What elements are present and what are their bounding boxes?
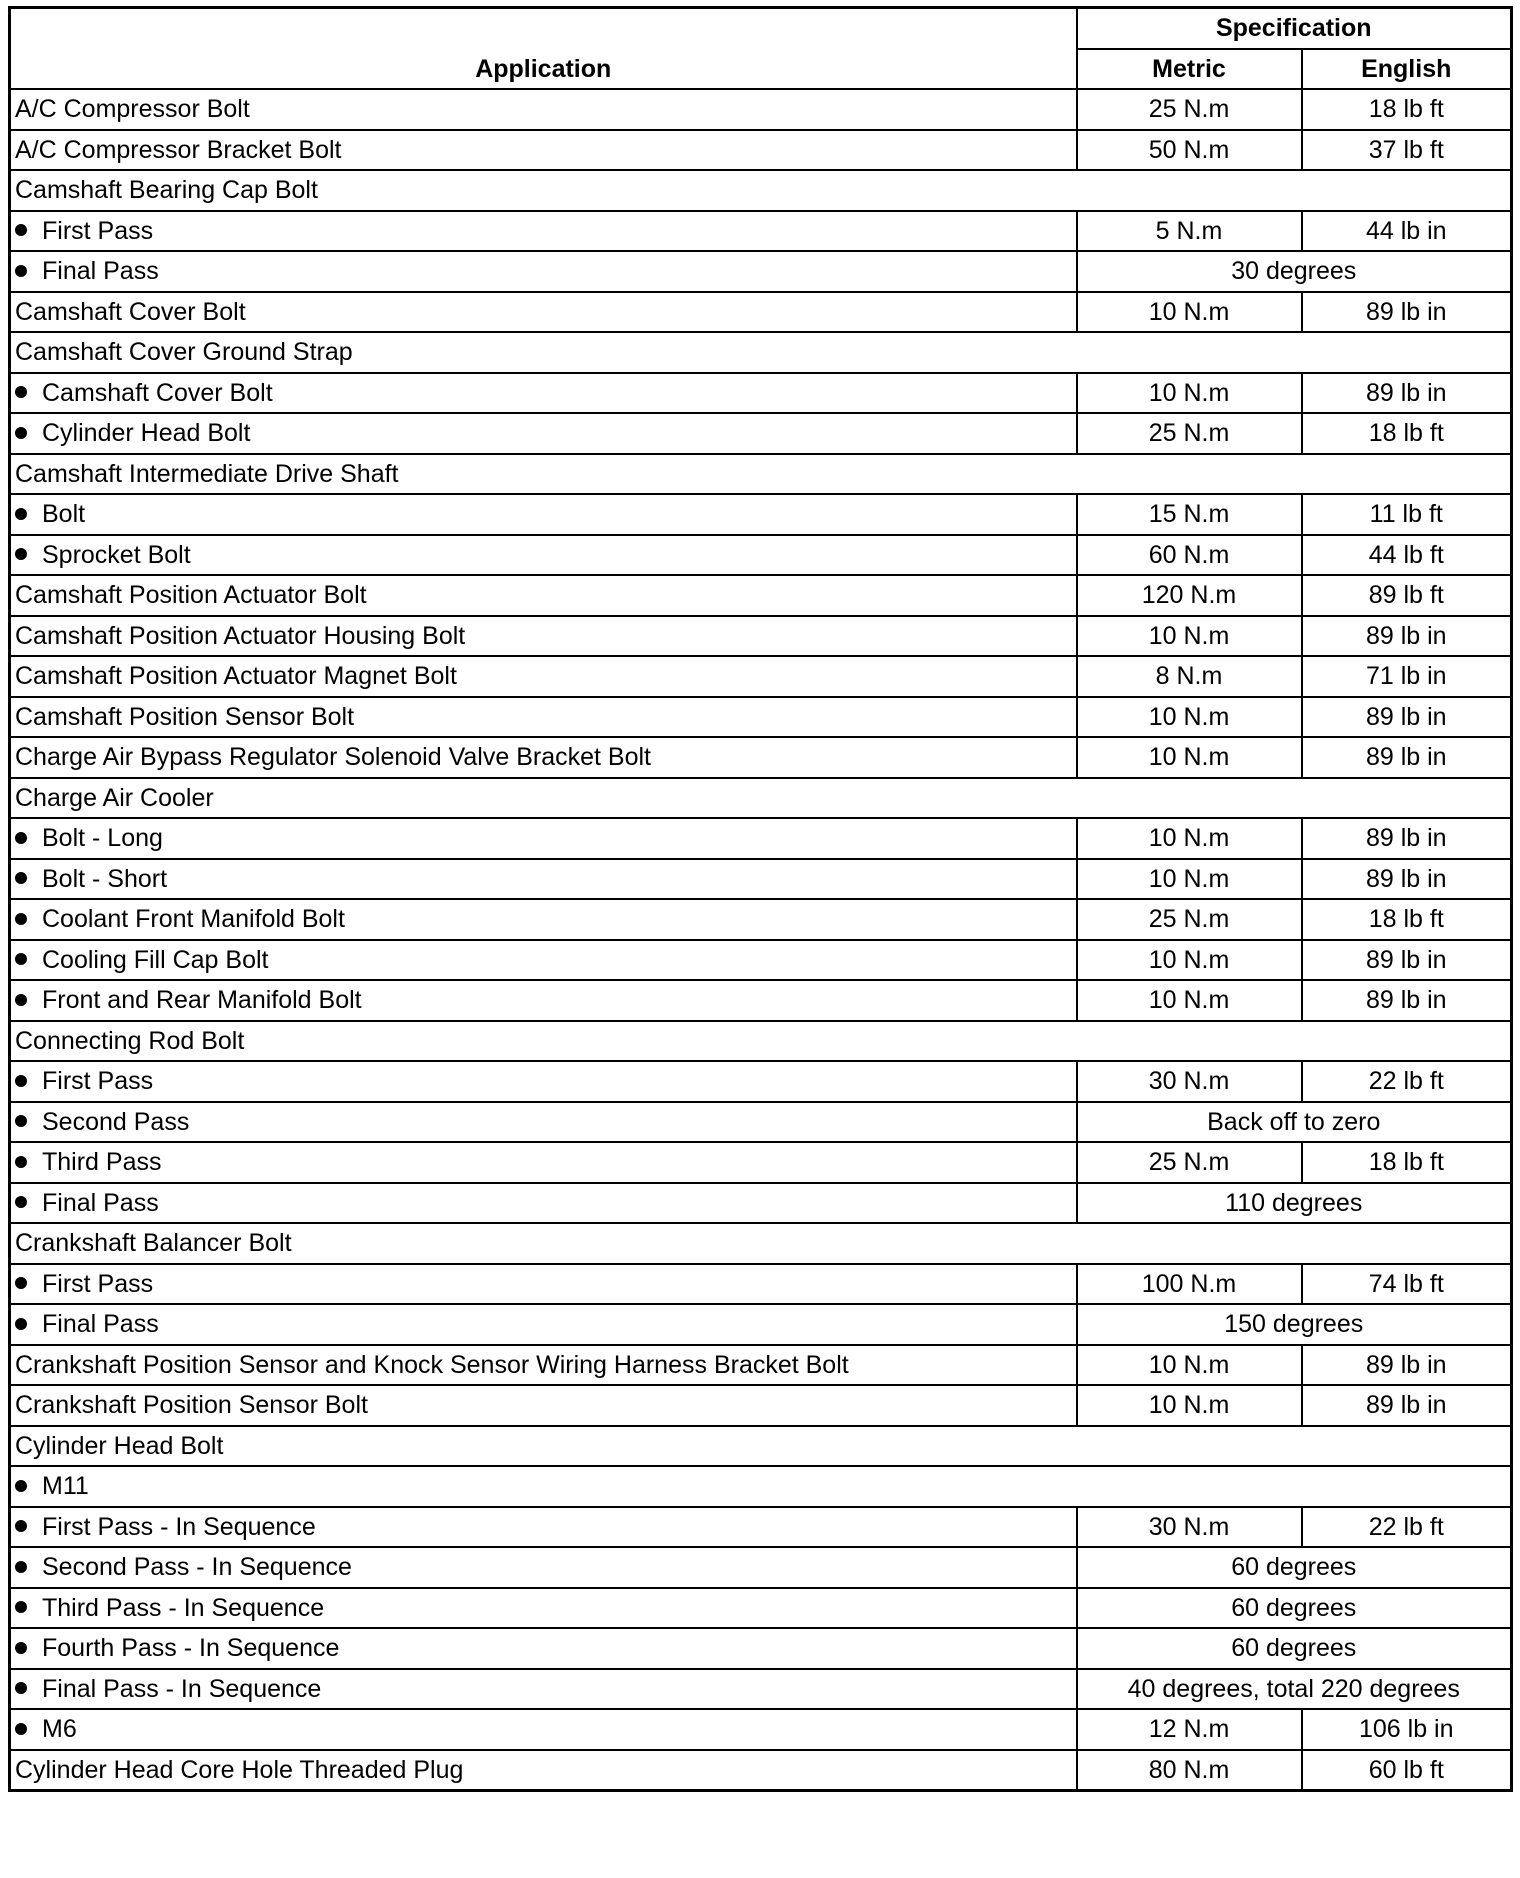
table-row: [10, 1426, 1512, 1467]
english-cell: 89 lb in: [1302, 373, 1512, 414]
application-cell: [10, 818, 1077, 859]
torque-spec-table: [8, 6, 1513, 1792]
bullet-icon: [15, 508, 27, 520]
application-label: Cylinder Head Bolt: [15, 1431, 224, 1460]
metric-cell: 120 N.m: [1077, 575, 1302, 616]
application-label: Camshaft Bearing Cap Bolt: [15, 176, 318, 205]
application-cell: [10, 1345, 1077, 1386]
application-label: Crankshaft Position Sensor and Knock Sensor Wiring Harness Bracket Bolt: [15, 1350, 849, 1379]
bullet-icon: [15, 994, 27, 1006]
application-cell: [10, 697, 1077, 738]
application-cell: [10, 616, 1077, 657]
metric-cell: 25 N.m: [1077, 89, 1302, 130]
metric-cell: 10 N.m: [1077, 1385, 1302, 1426]
metric-cell: 10 N.m: [1077, 818, 1302, 859]
application-cell: [10, 89, 1077, 130]
application-label: Cylinder Head Core Hole Threaded Plug: [15, 1755, 464, 1784]
metric-cell: 25 N.m: [1077, 413, 1302, 454]
metric-cell: 10 N.m: [1077, 980, 1302, 1021]
metric-header: Metric: [1077, 49, 1302, 90]
metric-cell: 25 N.m: [1077, 1142, 1302, 1183]
application-label: First Pass - In Sequence: [42, 1512, 316, 1541]
english-header: English: [1302, 49, 1512, 90]
application-cell: [10, 737, 1077, 778]
metric-cell: 15 N.m: [1077, 494, 1302, 535]
table-body: [10, 89, 1512, 1791]
application-label: Bolt: [42, 500, 86, 529]
table-row: [10, 778, 1512, 819]
metric-cell: 10 N.m: [1077, 616, 1302, 657]
application-cell: [10, 1264, 1077, 1305]
english-cell: 89 lb in: [1302, 940, 1512, 981]
bullet-icon: [15, 1682, 27, 1694]
application-cell: [10, 859, 1077, 900]
application-cell: [10, 454, 1512, 495]
metric-cell: 100 N.m: [1077, 1264, 1302, 1305]
english-cell: 89 lb in: [1302, 818, 1512, 859]
application-label: Camshaft Position Actuator Housing Bolt: [15, 621, 466, 650]
english-cell: 22 lb ft: [1302, 1061, 1512, 1102]
metric-cell: 10 N.m: [1077, 737, 1302, 778]
table-row: [10, 1709, 1512, 1750]
application-label: Second Pass - In Sequence: [42, 1553, 352, 1582]
bullet-icon: [15, 1318, 27, 1330]
table-row: [10, 1628, 1512, 1669]
application-cell: [10, 575, 1077, 616]
bullet-icon: [15, 1075, 27, 1087]
application-cell: [10, 1142, 1077, 1183]
english-cell: 89 lb in: [1302, 1345, 1512, 1386]
spec-span-cell: 30 degrees: [1077, 251, 1512, 292]
metric-cell: 80 N.m: [1077, 1750, 1302, 1791]
table-row: [10, 494, 1512, 535]
application-cell: [10, 494, 1077, 535]
table-row: [10, 737, 1512, 778]
application-label: Final Pass: [42, 1188, 159, 1217]
application-label: Camshaft Position Actuator Magnet Bolt: [15, 662, 457, 691]
table-row: [10, 1021, 1512, 1062]
table-row: [10, 535, 1512, 576]
metric-cell: 60 N.m: [1077, 535, 1302, 576]
application-label: M11: [42, 1472, 89, 1501]
table-row: [10, 413, 1512, 454]
bullet-icon: [15, 1642, 27, 1654]
application-label: M6: [42, 1715, 77, 1744]
english-cell: 44 lb ft: [1302, 535, 1512, 576]
table-row: [10, 89, 1512, 130]
bullet-icon: [15, 265, 27, 277]
bullet-icon: [15, 953, 27, 965]
english-cell: 60 lb ft: [1302, 1750, 1512, 1791]
table-row: [10, 1669, 1512, 1710]
table-row: [10, 818, 1512, 859]
metric-cell: 25 N.m: [1077, 899, 1302, 940]
metric-cell: 12 N.m: [1077, 1709, 1302, 1750]
application-cell: [10, 211, 1077, 252]
application-cell: [10, 899, 1077, 940]
application-label: Camshaft Intermediate Drive Shaft: [15, 459, 399, 488]
spec-span-cell: 60 degrees: [1077, 1628, 1512, 1669]
application-cell: [10, 292, 1077, 333]
bullet-icon: [15, 1115, 27, 1127]
english-cell: 22 lb ft: [1302, 1507, 1512, 1548]
application-label: Connecting Rod Bolt: [15, 1026, 245, 1055]
table-row: [10, 1750, 1512, 1791]
english-cell: 89 lb ft: [1302, 575, 1512, 616]
table-row: [10, 1345, 1512, 1386]
table-row: [10, 170, 1512, 211]
english-cell: 37 lb ft: [1302, 130, 1512, 171]
specification-header: Specification: [1077, 8, 1512, 49]
application-cell: [10, 1223, 1512, 1264]
spec-span-cell: Back off to zero: [1077, 1102, 1512, 1143]
bullet-icon: [15, 1196, 27, 1208]
application-cell: [10, 1061, 1077, 1102]
metric-cell: 50 N.m: [1077, 130, 1302, 171]
application-label: Charge Air Bypass Regulator Solenoid Valve Bracket Bolt: [15, 743, 651, 772]
application-cell: [10, 1750, 1077, 1791]
table-row: [10, 1547, 1512, 1588]
application-label: Bolt - Long: [42, 824, 163, 853]
bullet-icon: [15, 1601, 27, 1613]
application-label: Front and Rear Manifold Bolt: [42, 986, 362, 1015]
application-cell: [10, 1507, 1077, 1548]
table-row: [10, 1142, 1512, 1183]
application-cell: [10, 1426, 1512, 1467]
bullet-icon: [15, 1561, 27, 1573]
application-cell: [10, 535, 1077, 576]
english-cell: 89 lb in: [1302, 697, 1512, 738]
application-label: Second Pass: [42, 1107, 190, 1136]
application-cell: [10, 656, 1077, 697]
metric-cell: 5 N.m: [1077, 211, 1302, 252]
bullet-icon: [15, 913, 27, 925]
application-label: Coolant Front Manifold Bolt: [42, 905, 345, 934]
application-label: Camshaft Cover Ground Strap: [15, 338, 353, 367]
english-cell: 89 lb in: [1302, 1385, 1512, 1426]
application-cell: [10, 170, 1512, 211]
bullet-icon: [15, 1277, 27, 1289]
table-row: [10, 292, 1512, 333]
application-label: Camshaft Cover Bolt: [42, 378, 273, 407]
english-cell: 89 lb in: [1302, 616, 1512, 657]
application-label: First Pass: [42, 216, 154, 245]
metric-cell: 10 N.m: [1077, 940, 1302, 981]
application-label: Third Pass: [42, 1148, 162, 1177]
application-label: First Pass: [42, 1269, 154, 1298]
english-cell: 89 lb in: [1302, 292, 1512, 333]
application-header: Application: [10, 8, 1077, 90]
spec-span-cell: 40 degrees, total 220 degrees: [1077, 1669, 1512, 1710]
application-cell: [10, 1547, 1077, 1588]
table-row: [10, 454, 1512, 495]
metric-cell: 10 N.m: [1077, 697, 1302, 738]
application-label: Bolt - Short: [42, 864, 168, 893]
bullet-icon: [15, 1520, 27, 1532]
english-cell: 18 lb ft: [1302, 89, 1512, 130]
table-row: [10, 1264, 1512, 1305]
metric-cell: 30 N.m: [1077, 1061, 1302, 1102]
english-cell: 89 lb in: [1302, 980, 1512, 1021]
table-header: [10, 8, 1512, 90]
english-cell: 18 lb ft: [1302, 1142, 1512, 1183]
bullet-icon: [15, 1156, 27, 1168]
english-cell: 11 lb ft: [1302, 494, 1512, 535]
bullet-icon: [15, 1480, 27, 1492]
table-row: [10, 1223, 1512, 1264]
bullet-icon: [15, 1723, 27, 1735]
application-label: Charge Air Cooler: [15, 783, 214, 812]
english-cell: 89 lb in: [1302, 737, 1512, 778]
application-label: Cylinder Head Bolt: [42, 419, 251, 448]
table-row: [10, 251, 1512, 292]
table-row: [10, 616, 1512, 657]
application-label: Crankshaft Balancer Bolt: [15, 1229, 292, 1258]
application-label: First Pass: [42, 1067, 154, 1096]
application-label: Fourth Pass - In Sequence: [42, 1634, 340, 1663]
metric-cell: 10 N.m: [1077, 292, 1302, 333]
table-row: [10, 1304, 1512, 1345]
application-cell: [10, 1021, 1512, 1062]
table-row: [10, 1385, 1512, 1426]
application-cell: [10, 980, 1077, 1021]
application-cell: [10, 1709, 1077, 1750]
application-cell: [10, 413, 1077, 454]
metric-cell: 10 N.m: [1077, 373, 1302, 414]
bullet-icon: [15, 427, 27, 439]
application-label: Final Pass: [42, 1310, 159, 1339]
table-row: [10, 1183, 1512, 1224]
table-row: [10, 656, 1512, 697]
english-cell: 106 lb in: [1302, 1709, 1512, 1750]
application-label: A/C Compressor Bolt: [15, 95, 250, 124]
application-cell: [10, 130, 1077, 171]
spec-span-cell: 60 degrees: [1077, 1588, 1512, 1629]
application-cell: [10, 1628, 1077, 1669]
table-row: [10, 130, 1512, 171]
application-label: Camshaft Cover Bolt: [15, 297, 246, 326]
table-row: [10, 899, 1512, 940]
table-row: [10, 575, 1512, 616]
bullet-icon: [15, 386, 27, 398]
application-label: Third Pass - In Sequence: [42, 1593, 325, 1622]
metric-cell: 10 N.m: [1077, 859, 1302, 900]
application-label: Final Pass: [42, 257, 159, 286]
application-cell: [10, 1183, 1077, 1224]
english-cell: 18 lb ft: [1302, 899, 1512, 940]
metric-cell: 8 N.m: [1077, 656, 1302, 697]
english-cell: 71 lb in: [1302, 656, 1512, 697]
table-row: [10, 980, 1512, 1021]
application-cell: [10, 1669, 1077, 1710]
table-row: [10, 940, 1512, 981]
table-row: [10, 332, 1512, 373]
application-cell: [10, 251, 1077, 292]
table-row: [10, 697, 1512, 738]
application-label: Crankshaft Position Sensor Bolt: [15, 1391, 368, 1420]
application-cell: [10, 940, 1077, 981]
metric-cell: 30 N.m: [1077, 1507, 1302, 1548]
application-cell: [10, 1102, 1077, 1143]
english-cell: 74 lb ft: [1302, 1264, 1512, 1305]
application-cell: [10, 778, 1512, 819]
application-cell: [10, 1304, 1077, 1345]
table-row: [10, 1588, 1512, 1629]
table-row: [10, 1466, 1512, 1507]
application-label: Sprocket Bolt: [42, 540, 191, 569]
spec-span-cell: 110 degrees: [1077, 1183, 1512, 1224]
table-row: [10, 373, 1512, 414]
table-row: [10, 1102, 1512, 1143]
table-row: [10, 859, 1512, 900]
application-label: Cooling Fill Cap Bolt: [42, 945, 269, 974]
application-cell: [10, 1466, 1512, 1507]
english-cell: 44 lb in: [1302, 211, 1512, 252]
table-row: [10, 1507, 1512, 1548]
application-cell: [10, 373, 1077, 414]
metric-cell: 10 N.m: [1077, 1345, 1302, 1386]
application-label: Camshaft Position Sensor Bolt: [15, 702, 355, 731]
application-cell: [10, 332, 1512, 373]
bullet-icon: [15, 872, 27, 884]
spec-span-cell: 150 degrees: [1077, 1304, 1512, 1345]
english-cell: 18 lb ft: [1302, 413, 1512, 454]
application-label: Final Pass - In Sequence: [42, 1674, 322, 1703]
application-label: A/C Compressor Bracket Bolt: [15, 135, 342, 164]
table-row: [10, 1061, 1512, 1102]
spec-span-cell: 60 degrees: [1077, 1547, 1512, 1588]
application-cell: [10, 1588, 1077, 1629]
application-label: Camshaft Position Actuator Bolt: [15, 581, 367, 610]
english-cell: 89 lb in: [1302, 859, 1512, 900]
bullet-icon: [15, 224, 27, 236]
bullet-icon: [15, 548, 27, 560]
application-cell: [10, 1385, 1077, 1426]
bullet-icon: [15, 832, 27, 844]
table-row: [10, 211, 1512, 252]
